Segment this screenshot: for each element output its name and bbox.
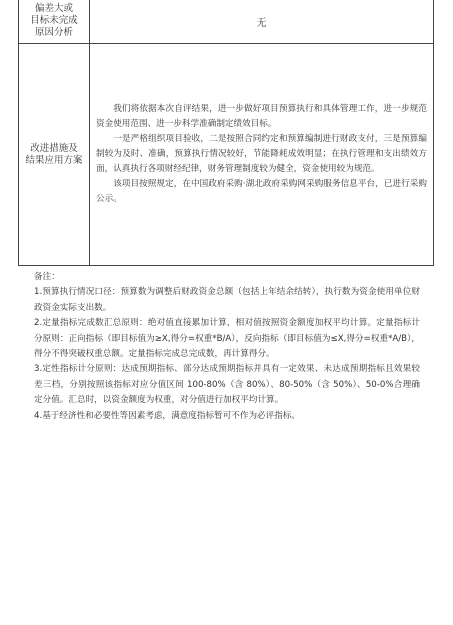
notes-title: 备注： — [34, 272, 60, 282]
deviation-analysis-value: 无 — [90, 0, 434, 44]
deviation-label-line: 原因分析 — [34, 27, 73, 38]
improvement-measures-label — [19, 44, 90, 266]
note-item: 2.定量指标完成数汇总原则：绝对值直接累加计算，相对值按照资金额度加权平均计算。定量指标计分原则：正向指标（即目标值为≥X,得分=权重*B/A），反向指标（即目标值为≤X,得分=权重*A/B），得分不得突破权重总额。定量指标完成总完成数，再计算得分。 — [34, 318, 420, 360]
deviation-label-line: 目标未完成 — [30, 15, 78, 26]
improvement-measures-content — [90, 44, 434, 266]
note-item: 3.定性指标计分原则：达成预期指标、部分达成预期指标并具有一定效果、未达成预期指标且效果较差三档，分别按照该指标对应分值区间 100-80%（含 80%）、80-50%（含 50%）、50-0%合理确定分值。汇总时，以资金额度为权重，对分值进行加权平均计算。 — [34, 364, 420, 406]
evaluation-table — [18, 0, 434, 266]
improvement-label-line: 改进措施及 — [30, 142, 78, 154]
deviation-analysis-row — [19, 0, 434, 44]
note-item: 1.预算执行情况口径：预算数为调整后财政资金总额（包括上年结余结转），执行数为资金使用单位财政资金实际支出数。 — [34, 287, 420, 313]
improvement-paragraph: 我们将依据本次自评结果，进一步做好项目预算执行和具体管理工作，进一步规范资金使用范围、进一步科学准确制定绩效目标。 — [96, 104, 427, 129]
improvement-paragraph: 一是严格组织项目验收，二是按照合同约定和预算编制进行财政支付，三是预算编制较为及时、准确，预算执行情况较好，节能降耗成效明显；在执行管理和支出绩效方面，认真执行各项财经纪律，财务管理制度较为健全，资金使用较为规范。 — [96, 134, 427, 174]
note-item: 4.基于经济性和必要性等因素考虑，满意度指标暂可不作为必评指标。 — [34, 410, 301, 421]
improvement-measures-row — [19, 44, 434, 266]
deviation-label-line: 偏差大或 — [34, 3, 73, 14]
deviation-analysis-label — [19, 0, 90, 44]
notes-section — [34, 270, 420, 424]
improvement-paragraph: 该项目按照规定，在中国政府采购·湖北政府采购网采购服务信息平台，已进行采购公示。 — [96, 179, 427, 204]
improvement-label-line: 结果应用方案 — [25, 154, 83, 166]
